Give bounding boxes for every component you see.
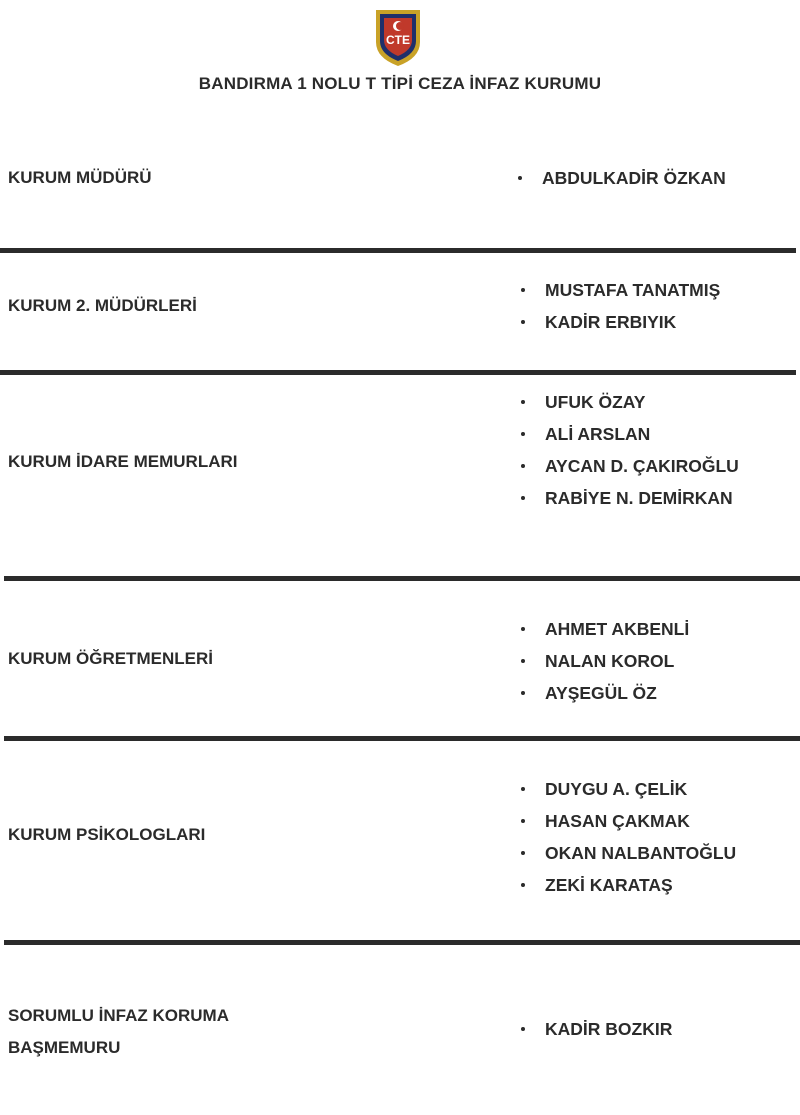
list-item: ABDULKADİR ÖZKAN xyxy=(515,162,726,194)
divider xyxy=(4,576,800,581)
section-label-basmemur xyxy=(8,1000,229,1064)
list-item: HASAN ÇAKMAK xyxy=(518,805,736,837)
names-list-basmemur xyxy=(518,1013,672,1045)
section-label-idare-memurlari: KURUM İDARE MEMURLARI xyxy=(8,452,238,471)
names-list-kurum-muduru xyxy=(515,162,726,194)
list-item: KADİR BOZKIR xyxy=(518,1013,672,1045)
list-item: MUSTAFA TANATMIŞ xyxy=(518,274,720,306)
names-list-idare-memurlari xyxy=(518,386,739,514)
names-list-mudurler xyxy=(518,274,720,338)
names-list-ogretmenler xyxy=(518,613,689,709)
section-label-mudurler: KURUM 2. MÜDÜRLERİ xyxy=(8,296,197,315)
list-item: ZEKİ KARATAŞ xyxy=(518,869,736,901)
page-title: BANDIRMA 1 NOLU T TİPİ CEZA İNFAZ KURUMU xyxy=(198,74,602,93)
section-label-line: BAŞMEMURU xyxy=(8,1038,121,1057)
list-item: AYŞEGÜL ÖZ xyxy=(518,677,689,709)
section-label-psikologlar: KURUM PSİKOLOGLARI xyxy=(8,825,206,844)
list-item: AHMET AKBENLİ xyxy=(518,613,689,645)
names-list-psikologlar xyxy=(518,773,736,901)
list-item: UFUK ÖZAY xyxy=(518,386,739,418)
section-label-kurum-muduru: KURUM MÜDÜRÜ xyxy=(8,168,152,187)
list-item: ALİ ARSLAN xyxy=(518,418,739,450)
divider xyxy=(4,940,800,945)
list-item: OKAN NALBANTOĞLU xyxy=(518,837,736,869)
list-item: RABİYE N. DEMİRKAN xyxy=(518,482,739,514)
list-item: DUYGU A. ÇELİK xyxy=(518,773,736,805)
list-item: NALAN KOROL xyxy=(518,645,689,677)
list-item: AYCAN D. ÇAKIROĞLU xyxy=(518,450,739,482)
divider xyxy=(0,248,796,253)
section-label-ogretmenler: KURUM ÖĞRETMENLERİ xyxy=(8,649,213,668)
cte-emblem-icon xyxy=(372,4,424,68)
emblem-letters: CTE xyxy=(386,33,410,47)
divider xyxy=(4,736,800,741)
divider xyxy=(0,370,796,375)
list-item: KADİR ERBIYIK xyxy=(518,306,720,338)
section-label-line: SORUMLU İNFAZ KORUMA xyxy=(8,1006,229,1025)
